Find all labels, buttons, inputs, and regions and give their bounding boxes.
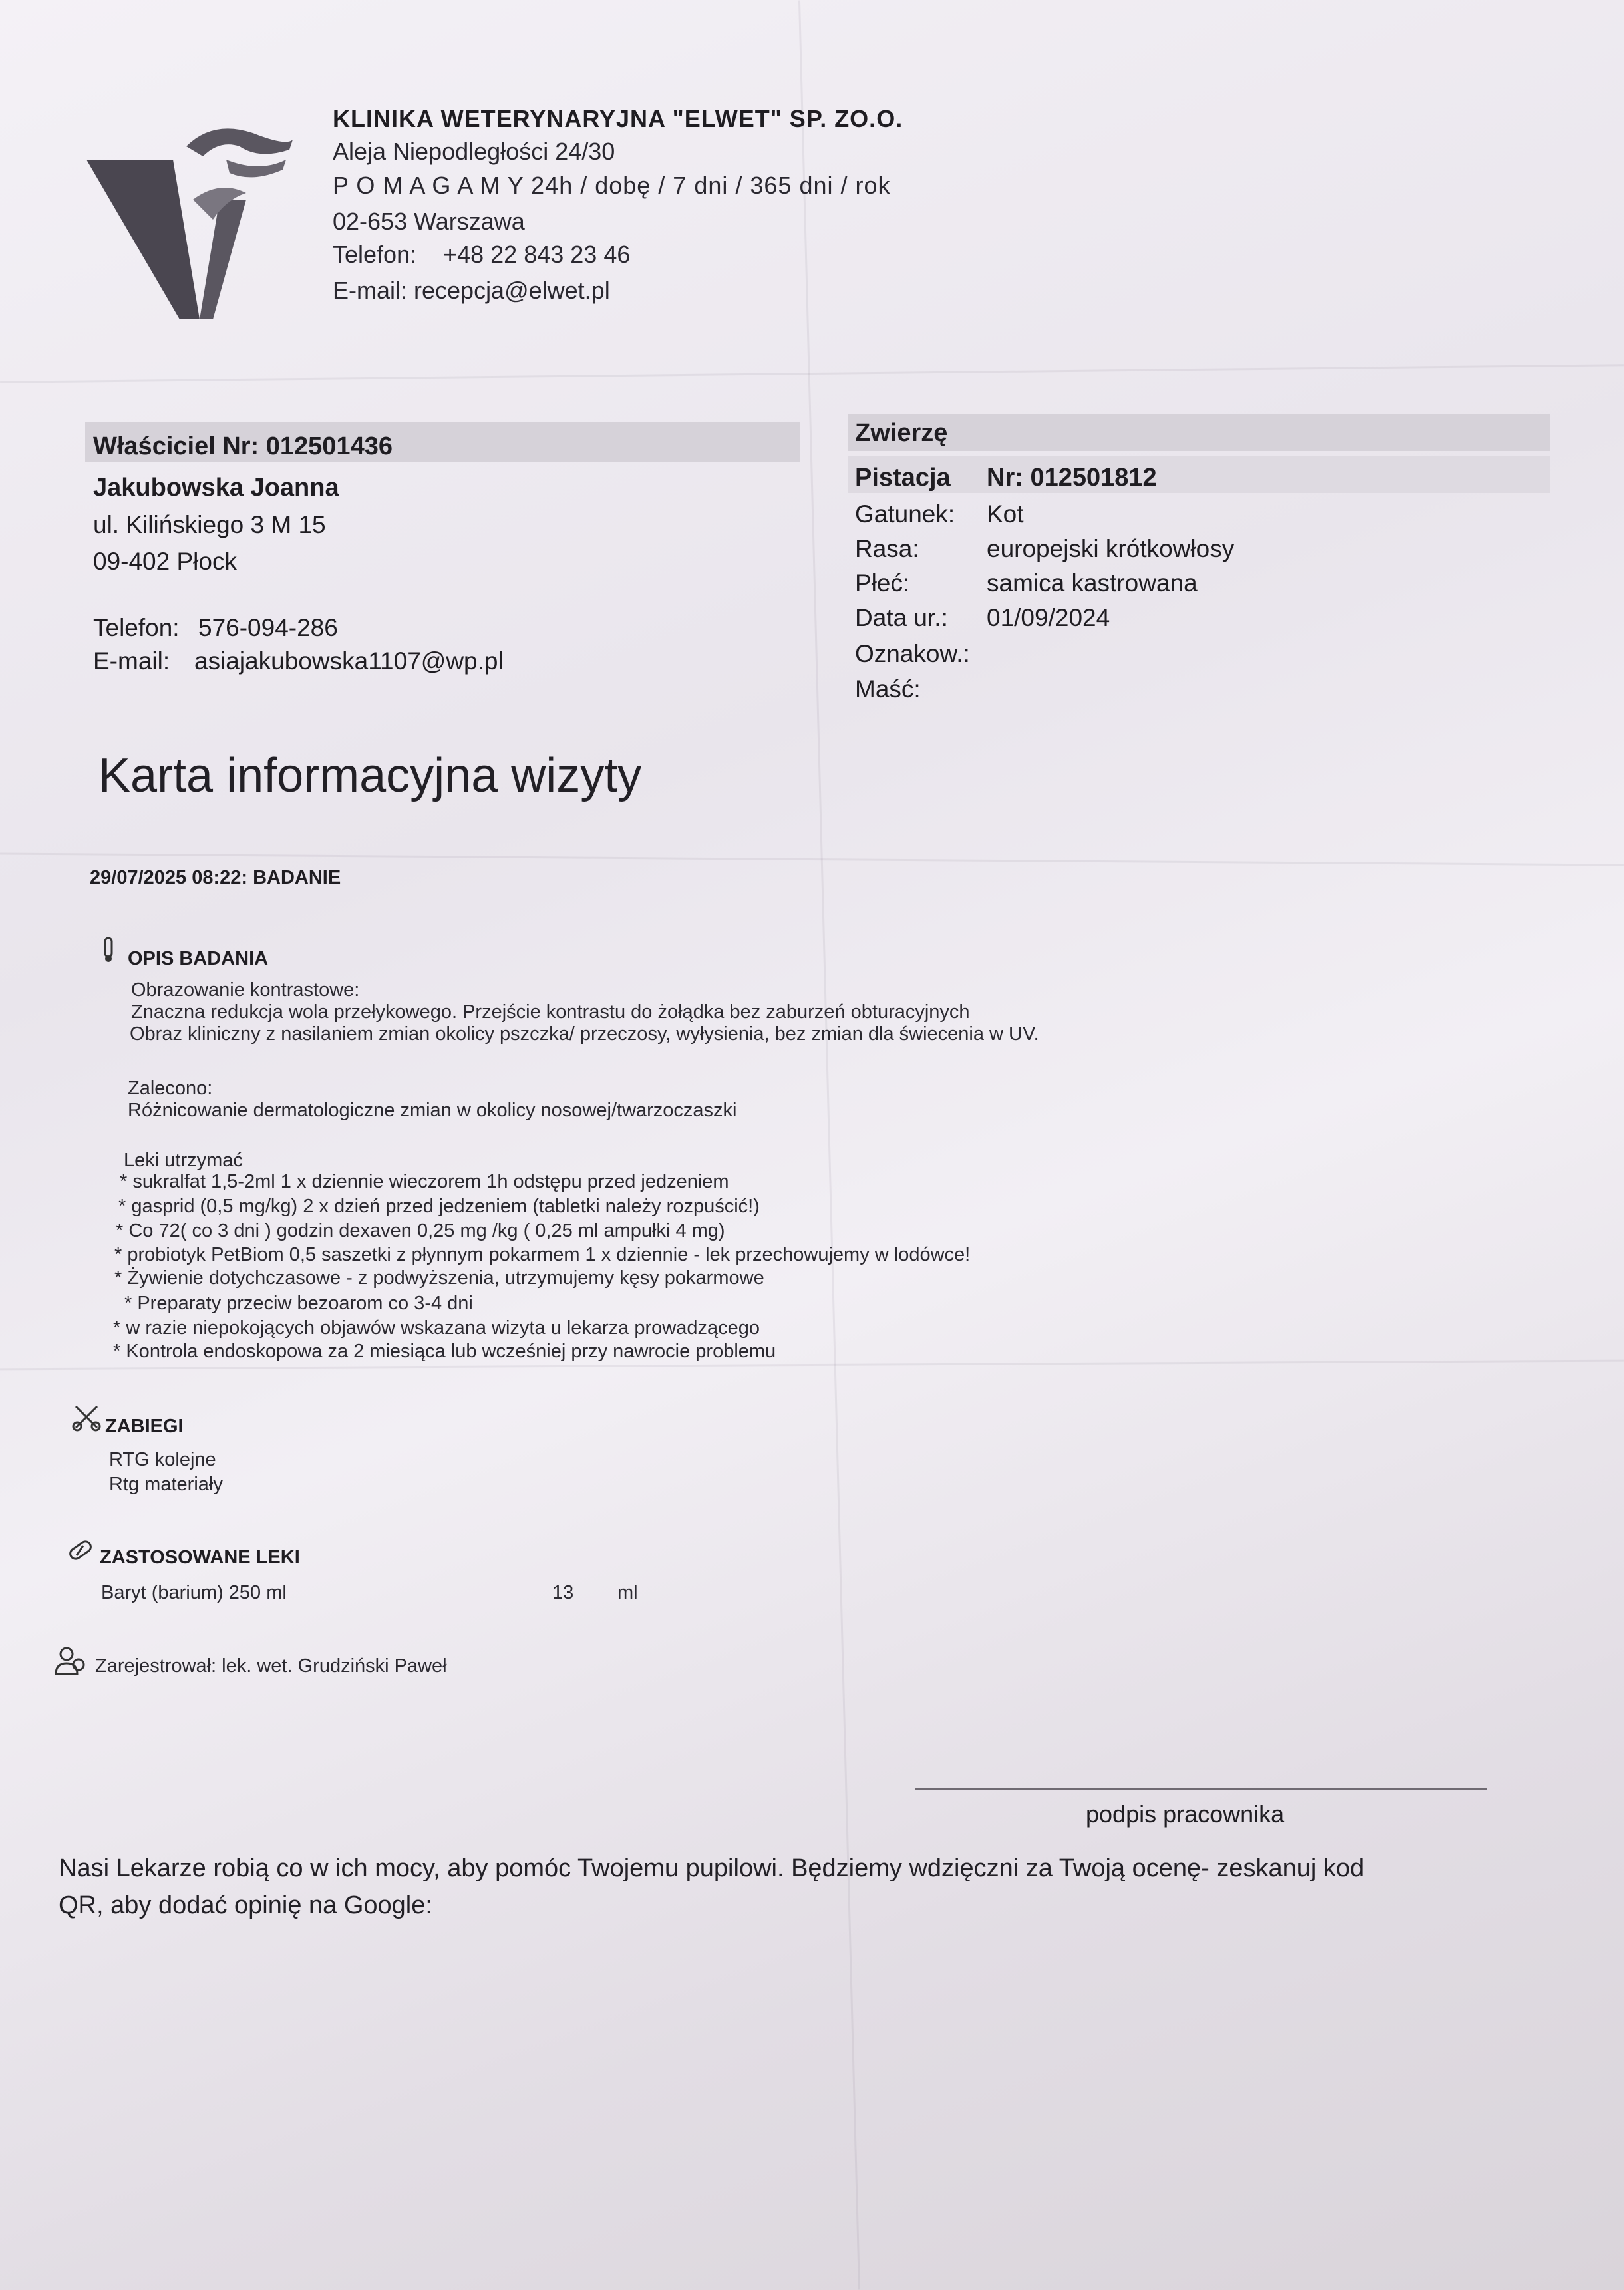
clinic-logo [86, 120, 313, 346]
pill-icon [65, 1537, 96, 1563]
exam-line: * Preparaty przeciw bezoarom co 3-4 dni [124, 1293, 473, 1314]
exam-line: * probiotyk PetBiom 0,5 saszetki z płynnym pokarmem 1 x dziennie - lek przechowujemy w lodówce! [114, 1244, 971, 1265]
animal-name-bar [848, 456, 1550, 493]
owner-city: 09-402 Płock [93, 548, 237, 575]
owner-phone-label: Telefon: [93, 614, 180, 641]
exam-line: Zalecono: [128, 1078, 213, 1099]
animal-header-bar [848, 414, 1550, 451]
document-title: Karta informacyjna wizyty [98, 749, 642, 802]
procedure-item: RTG kolejne [109, 1449, 216, 1470]
users-icon [53, 1645, 89, 1678]
registered-by: Zarejestrował: lek. wet. Grudziński Paweł [95, 1655, 447, 1677]
drug-quantity: 13 [552, 1582, 574, 1603]
thermometer-icon [101, 937, 116, 963]
footer-text-line2: QR, aby dodać opinię na Google: [59, 1891, 432, 1919]
paper-crease [0, 364, 1624, 383]
animal-field-label: Data ur.: [855, 604, 948, 631]
owner-street: ul. Kilińskiego 3 M 15 [93, 511, 326, 538]
animal-number: Nr: 012501812 [987, 464, 1157, 492]
animal-field-value: europejski krótkowłosy [987, 535, 1235, 562]
animal-header: Zwierzę [855, 419, 948, 447]
exam-line: * sukralfat 1,5-2ml 1 x dziennie wieczorem 1h odstępu przed jedzeniem [120, 1171, 729, 1192]
signature-line [915, 1788, 1487, 1790]
exam-line: * Co 72( co 3 dni ) godzin dexaven 0,25 mg /kg ( 0,25 ml ampułki 4 mg) [116, 1220, 725, 1241]
animal-field-label: Oznakow.: [855, 640, 970, 667]
owner-header: Właściciel Nr: 012501436 [93, 432, 393, 460]
exam-line: Różnicowanie dermatologiczne zmian w okolicy nosowej/twarzoczaszki [128, 1100, 737, 1121]
owner-email: asiajakubowska1107@wp.pl [194, 647, 504, 675]
animal-field-label: Maść: [855, 675, 921, 703]
exam-line: Obrazowanie kontrastowe: [131, 979, 360, 1001]
clinic-email: E-mail: recepcja@elwet.pl [333, 277, 610, 304]
owner-phone: 576-094-286 [198, 614, 338, 641]
drugs-section-title: ZASTOSOWANE LEKI [100, 1547, 300, 1568]
drug-name: Baryt (barium) 250 ml [101, 1582, 287, 1603]
footer-text-line1: Nasi Lekarze robią co w ich mocy, aby pomóc Twojemu pupilowi. Będziemy wdzięczni za Twoją ocenę- zeskanuj kod [59, 1854, 1365, 1882]
signature-label: podpis pracownika [1086, 1800, 1285, 1828]
animal-field-value: Kot [987, 500, 1024, 528]
procedures-section-title: ZABIEGI [105, 1416, 184, 1437]
exam-line: Obraz kliniczny z nasilaniem zmian okolicy pszczka/ przeczosy, wyłysienia, bez zmian dla świecenia w UV. [130, 1023, 1039, 1045]
exam-line: * gasprid (0,5 mg/kg) 2 x dzień przed jedzeniem (tabletki należy rozpuścić!) [118, 1196, 760, 1217]
clinic-city: 02-653 Warszawa [333, 208, 525, 235]
animal-field-value: 01/09/2024 [987, 604, 1110, 631]
paper-crease [798, 1, 860, 2290]
exam-line: Leki utrzymać [124, 1150, 243, 1171]
animal-field-label: Płeć: [855, 570, 910, 597]
paper-crease [0, 852, 1624, 866]
exam-line: * Żywienie dotychczasowe - z podwyższenia, utrzymujemy kęsy pokarmowe [114, 1267, 764, 1289]
procedure-item: Rtg materiały [109, 1474, 223, 1495]
drug-unit: ml [617, 1582, 638, 1603]
animal-field-label: Rasa: [855, 535, 919, 562]
exam-line: * Kontrola endoskopowa za 2 miesiąca lub wcześniej przy nawrocie problemu [113, 1341, 776, 1362]
clinic-name: KLINIKA WETERYNARYJNA "ELWET" SP. ZO.O. [333, 105, 903, 132]
exam-section-title: OPIS BADANIA [128, 948, 269, 969]
animal-field-value: samica kastrowana [987, 570, 1198, 597]
owner-name: Jakubowska Joanna [93, 474, 339, 502]
exam-line: Znaczna redukcja wola przełykowego. Przejście kontrastu do żołądka bez zaburzeń obturacyjnych [131, 1001, 970, 1023]
clinic-motto: P O M A G A M Y 24h / dobę / 7 dni / 365 dni / rok [333, 172, 891, 199]
animal-name: Pistacja [855, 464, 951, 492]
scissors-icon [72, 1402, 101, 1432]
visit-datetime: 29/07/2025 08:22: BADANIE [90, 867, 341, 888]
animal-field-label: Gatunek: [855, 500, 955, 528]
clinic-address: Aleja Niepodległości 24/30 [333, 138, 615, 165]
owner-email-label: E-mail: [93, 647, 170, 675]
clinic-phone: Telefon: +48 22 843 23 46 [333, 241, 631, 268]
exam-line: * w razie niepokojących objawów wskazana wizyta u lekarza prowadzącego [113, 1317, 760, 1339]
